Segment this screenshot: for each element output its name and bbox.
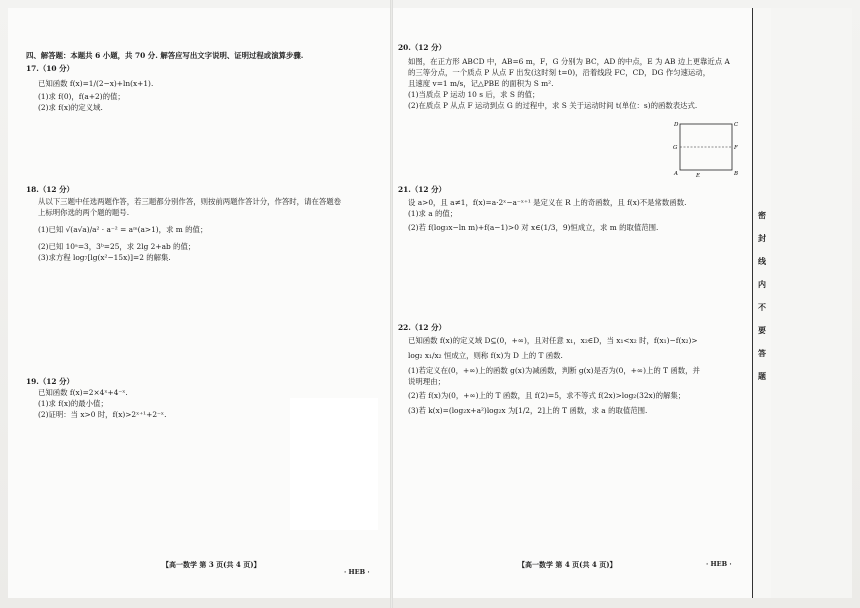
binding-notice: 密封线内不要答题: [758, 210, 766, 381]
left-page-mark: · HEB ·: [344, 568, 370, 576]
blank-patch: [290, 398, 378, 530]
q21-line: 设 a>0，且 a≠1，f(x)=a·2ˣ−a⁻ˣ⁺¹ 是定义在 R 上的奇函数，且 f(x)不是常数函数.: [408, 198, 687, 207]
question-19: [26, 376, 166, 420]
q18-head: 18.（12 分）: [26, 185, 74, 194]
right-page-mark: · HEB ·: [706, 560, 732, 568]
q22-line: (1)若定义在(0，+∞)上的函数 g(x)为减函数，判断 g(x)是否为(0，+∞)上的 T 函数，并: [408, 366, 700, 375]
q21-head: 21.（12 分）: [398, 185, 446, 194]
q20-line: (1)当质点 P 运动 10 s 后，求 S 的值；: [408, 90, 540, 99]
q18-line: (1)已知 √(a√a)/a² · a⁻² = aᵐ(a>1)，求 m 的值；: [38, 225, 208, 234]
q18-line: (2)已知 10ᵃ=3，3ᵇ=25，求 2lg 2+ab 的值；: [38, 242, 196, 251]
q17-head: 17.（10 分）: [26, 64, 74, 73]
q19-line: (2)证明：当 x>0 时，f(x)>2ˣ⁺¹+2⁻ˣ.: [38, 410, 167, 419]
q19-line: (1)求 f(x)的最小值；: [38, 399, 108, 408]
q20-head: 20.（12 分）: [398, 43, 446, 52]
q21-line: (1)求 a 的值；: [408, 209, 458, 218]
q19-line: 已知函数 f(x)=2×4ˣ+4⁻ˣ.: [38, 388, 128, 397]
label-e: E: [696, 173, 701, 178]
square-figure: [672, 116, 744, 178]
q18-line: 上标明你选的两个题的题号.: [38, 208, 130, 217]
q18-line: 从以下三题中任选两题作答，若三题都分别作答，则按前两题作答计分，作答时，请在答题卷: [38, 197, 342, 206]
q22-line: (2)若 f(x)为(0，+∞)上的 T 函数，且 f(2)=5，求不等式 f(2x)>log₂(32x)的解集；: [408, 391, 686, 400]
question-17: [26, 63, 153, 113]
q22-head: 22.（12 分）: [398, 323, 446, 332]
question-18: [26, 184, 341, 263]
binding-strip: [752, 8, 771, 598]
q20-line: 如图，在正方形 ABCD 中，AB=6 m，F，G 分别为 BC，AD 的中点，E 为 AB 边上更靠近点 A: [408, 57, 730, 66]
label-d: D: [674, 122, 679, 128]
q17-line: (1)求 f(0)，f(a+2)的值；: [38, 92, 125, 101]
label-c: C: [734, 122, 739, 128]
q21-line: (2)若 f(log₃x−ln m)+f(a−1)>0 对 x∈(1/3，9)恒成立，求 m 的取值范围.: [408, 223, 659, 232]
q17-line: (2)求 f(x)的定义域.: [38, 103, 103, 112]
question-22: [398, 322, 700, 416]
left-page-footer: 【高一数学 第 3 页(共 4 页)】: [162, 560, 261, 569]
q20-line: (2)在质点 P 从点 F 运动到点 G 的过程中，求 S 关于运动时间 t(单位：s)的函数表达式.: [408, 101, 698, 110]
label-b: B: [734, 171, 739, 177]
q20-line: 且速度 v=1 m/s，记△PBE 的面积为 S m².: [408, 79, 554, 88]
q18-line: (3)求方程 log₇[lg(x²−15x)]=2 的解集.: [38, 253, 171, 262]
page-fold: [390, 0, 393, 608]
question-21: [398, 184, 686, 233]
question-20: [398, 42, 730, 111]
q22-line: log₂ x₁/x₂ 恒成立，则称 f(x)为 D 上的 T 函数.: [408, 351, 563, 360]
label-a: A: [674, 171, 678, 177]
q22-line: 已知函数 f(x)的定义域 D⊆(0，+∞)，且对任意 x₁，x₂∈D，当 x₁<x₂ 时，f(x₁)−f(x₂)>: [408, 336, 698, 345]
right-page-footer: 【高一数学 第 4 页(共 4 页)】: [518, 560, 617, 569]
q20-line: 的三等分点，一个质点 P 从点 F 出发(这时刻 t=0)，沿着线段 FC，CD，DG 作匀速运动，: [408, 68, 711, 77]
q22-line: 说明理由；: [408, 377, 445, 386]
right-margin: [770, 8, 852, 598]
q22-line: (3)若 k(x)=(log₂x+a²)log₂x 为[1/2，2]上的 T 函数，求 a 的取值范围.: [408, 406, 648, 415]
q19-head: 19.（12 分）: [26, 377, 74, 386]
q17-line: 已知函数 f(x)=1/(2−x)+ln(x+1).: [38, 79, 154, 88]
label-g: G: [673, 145, 678, 151]
section-header: 四、解答题：本题共 6 小题，共 70 分. 解答应写出文字说明、证明过程或演算步骤.: [26, 51, 304, 60]
label-f: F: [734, 145, 738, 151]
